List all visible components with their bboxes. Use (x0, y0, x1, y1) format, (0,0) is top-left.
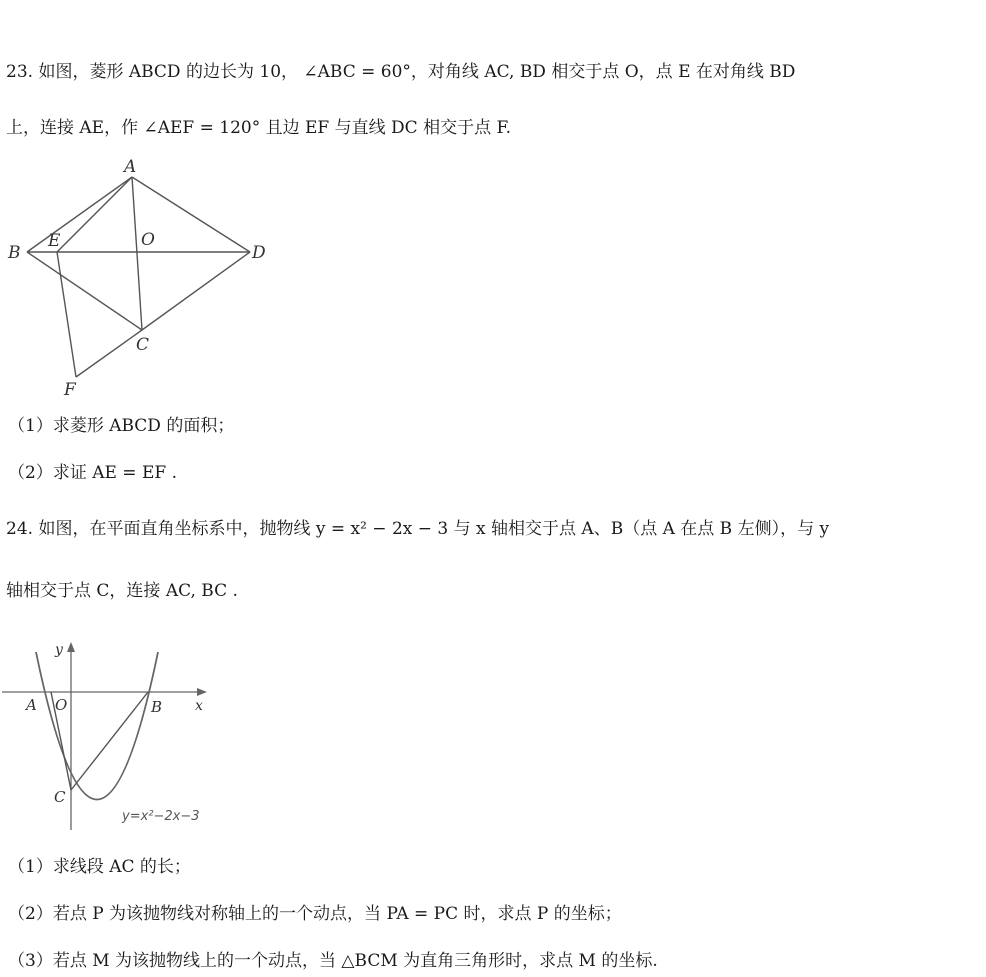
q23-sub-2: （2）求证 AE = EF . (8, 463, 177, 483)
segment-cf (76, 330, 142, 377)
q23-sub-1: （1）求菱形 ABCD 的面积； (8, 416, 235, 436)
q24-sub-2: （2）若点 P 为该抛物线对称轴上的一个动点，当 PA = PC 时，求点 P 的坐标； (8, 904, 622, 924)
q24-sub-3: （3）若点 M 为该抛物线上的一个动点，当 △BCM 为直角三角形时，求点 M 的坐标. (8, 951, 658, 971)
label-a: A (124, 157, 137, 177)
rhombus-figure (0, 150, 280, 405)
q24-sub-1: （1）求线段 AC 的长； (8, 857, 191, 877)
parabola-diagram-svg (0, 640, 215, 835)
label-o: O (141, 230, 155, 250)
side-bc (27, 252, 142, 330)
y-axis-arrow (67, 642, 75, 652)
x-axis-arrow (197, 688, 207, 696)
q23-line-1: 23. 如图，菱形 ABCD 的边长为 10， ∠ABC = 60°，对角线 AC, BD 相交于点 O，点 E 在对角线 BD (6, 62, 796, 82)
segment-ef (57, 252, 76, 377)
label-o: O (55, 696, 68, 714)
label-b: B (8, 243, 21, 263)
label-e: E (48, 231, 61, 251)
parabola-figure (0, 640, 215, 835)
diagonal-ac (132, 177, 142, 330)
q24-line-2: 轴相交于点 C，连接 AC, BC . (6, 581, 238, 601)
axes (2, 648, 200, 830)
label-y: y (55, 642, 63, 658)
parabola-equation-label: y=x²−2x−3 (122, 809, 200, 824)
label-c: C (136, 335, 150, 355)
rhombus-diagram-svg (0, 150, 280, 405)
label-x: x (195, 698, 203, 714)
segment-bc (71, 692, 148, 790)
label-a: A (26, 696, 37, 714)
side-cd (142, 252, 250, 330)
label-c: C (54, 788, 66, 806)
q24-line-1: 24. 如图，在平面直角坐标系中，抛物线 y = x² − 2x − 3 与 x 轴相交于点 A、B（点 A 在点 B 左侧），与 y (6, 519, 830, 539)
label-f: F (64, 380, 76, 400)
segment-ae (57, 177, 132, 252)
side-ab (27, 177, 132, 252)
label-d: D (252, 243, 266, 263)
q23-line-2: 上，连接 AE，作 ∠AEF = 120° 且边 EF 与直线 DC 相交于点 F. (6, 118, 512, 138)
parabola-curve (36, 652, 158, 800)
label-b: B (151, 698, 163, 716)
